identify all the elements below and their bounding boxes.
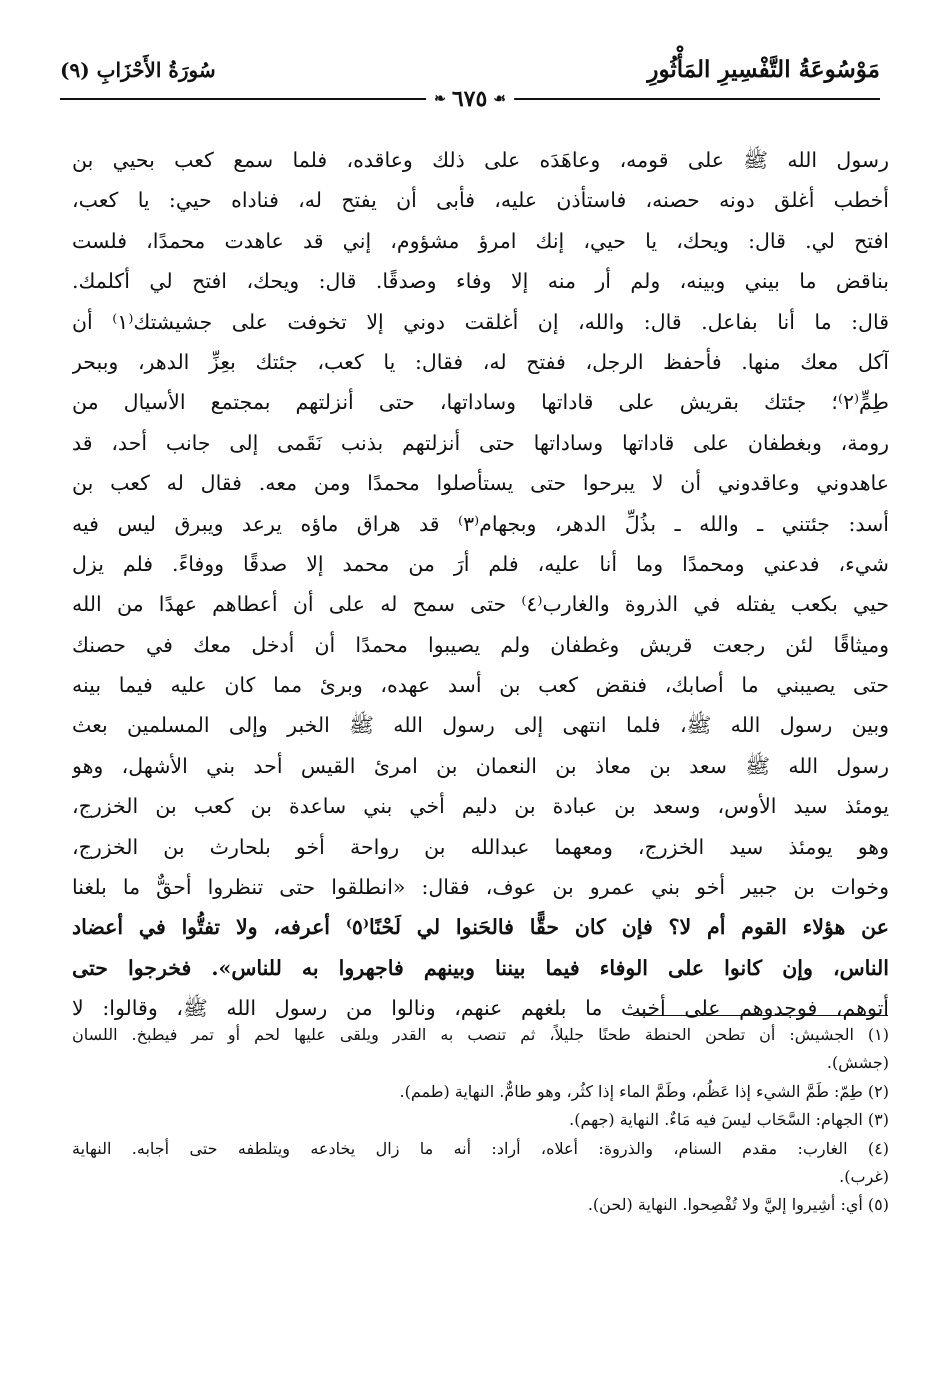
footnotes [72, 1021, 889, 1220]
footnote-line: (٤) الغارب: مقدم السنام، والذروة: أعلاه، أراد: أنه ما زال يخادعه ويتلطفه حتى أجابه. النهاية [72, 1138, 889, 1158]
text-line: الناس، وإن كانوا على الوفاء فيما بيننا وبينهم فاجهروا به للناس». فخرجوا حتى [72, 955, 889, 980]
main-text [72, 140, 889, 1029]
text-line: أتوهم، فوجدوهم على أخبث ما بلغهم عنهم، ونالوا من رسول الله ﷺ، وقالوا: لا [72, 996, 889, 1021]
text-line: طِمٍّ⁽٢⁾؛ جئتك بقريش على قاداتها وساداتها، حتى أنزلتهم بمجتمع الأسيال من [72, 390, 889, 415]
text-line: وميثاقًا لئن رجعت قريش وغطفان ولم يصيبوا محمدًا أن أدخل معك في حصنك [72, 632, 889, 657]
footnote-line: (٣) الجهام: السَّحَاب ليسَ فيه مَاءٌ. النهاية (جهم). [569, 1110, 889, 1130]
text-line: حتى يصيبني ما أصابك، فنقض كعب بن أسد عهده، وبرئ مما كان عليه فيما بينه [72, 673, 889, 698]
surah-title: سُورَةُ الأَحْزَابِ (٩) [60, 58, 216, 82]
text-line: أخطب أغلق دونه حصنه، فاستأذن عليه، فأبى أن يفتح له، فناداه حيي: يا كعب، [72, 188, 889, 213]
book-title: مَوْسُوعَةُ التَّفْسِيرِ المَأْثُورِ [647, 56, 880, 83]
text-line: يومئذ سيد الأوس، وسعد بن عبادة بن دليم أخي بني ساعدة بن كعب بن الخزرج، [72, 794, 889, 819]
footnote-line: (٢) طِمّ: طَمَّ الشيء إذا عَظُم، وطَمَّ الماء إذا كثُر، وهو طامٌّ. النهاية (طمم). [399, 1081, 889, 1101]
page-header [60, 52, 880, 110]
footnote-line: (جشش). [826, 1053, 889, 1073]
footnote-line: (غرب). [839, 1166, 889, 1186]
footnote-separator [633, 1015, 888, 1016]
footnote-line: (٥) أي: أشِيروا إليَّ ولا تُفْصِحوا. النهاية (لحن). [587, 1195, 889, 1215]
text-line: وهو يومئذ سيد الخزرج، ومعهما عبدالله بن رواحة أخو بلحارث بن الخزرج، [72, 834, 889, 859]
footnote-line: (١) الجشيش: أن تطحن الحنطة طحنًا جليلاً، ثم تنصب به القدر ويلقى عليها لحم أو تمر فيطبخ. اللسان [72, 1025, 889, 1044]
text-line: آكل معك منها. فأحفظ الرجل، ففتح له، فقال: يا كعب، جئتك بعِزِّ الدهر، وببحر [72, 349, 889, 374]
text-line: افتح لي. قال: ويحك، يا حيي، إنك امرؤ مشؤوم، إني قد عاهدت محمدًا، فلست [72, 228, 889, 253]
text-line: وخوات بن جبير أخو بني عمرو بن عوف، فقال: «انطلقوا حتى تنظروا أحقٌّ ما بلغنا [72, 875, 889, 900]
text-line: حيي بكعب يفتله في الذروة والغارب⁽٤⁾ حتى سمح له على أن أعطاهم عهدًا من الله [72, 592, 889, 617]
text-line: وبين رسول الله ﷺ، فلما انتهى إلى رسول الله ﷺ الخبر وإلى المسلمين بعث [72, 713, 889, 738]
text-line: قال: ما أنا بفاعل. قال: والله، إن أغلقت دوني إلا تخوفت على جشيشتك⁽١⁾ أن [72, 309, 889, 334]
text-line: شيء، فدعني ومحمدًا وما أنا عليه، فلم أرَ من محمد إلا صدقًا ووفاءً. فلم يزل [72, 551, 889, 576]
ornament-right-icon: ☙ [493, 91, 506, 107]
text-line: رسول الله ﷺ سعد بن معاذ بن النعمان بن امرئ القيس أحد بني الأشهل، وهو [72, 753, 889, 778]
text-line: رومة، وبغطفان على قاداتها وساداتها حتى أنزلتهم بذنب نَقَمى إلى جانب أحد، قد [72, 430, 889, 455]
text-line: عن هؤلاء القوم أم لا؟ فإن كان حقًّا فالحَنوا لي لَحْنًا⁽٥⁾ أعرفه، ولا تفتُّوا في أعضاد [72, 915, 889, 940]
text-line: عاهدوني وعاقدوني أن لا يبرحوا حتى يستأصلوا محمدًا ومن معه. فقال له كعب بن [72, 471, 889, 496]
page-number-group [426, 86, 514, 112]
text-line: بناقض ما بيني وبينه، ولم أر منه إلا وفاء وصدقًا. قال: ويحك، افتح لي أكلمك. [72, 269, 889, 294]
text-line: أسد: جئتني ـ والله ـ بذُلِّ الدهر، وبجهام⁽٣⁾ قد هراق ماؤه يرعد ويبرق ليس فيه [72, 511, 889, 536]
ornament-left-icon: ❧ [434, 91, 446, 107]
page-number: ٦٧٥ [451, 86, 488, 112]
text-line: رسول الله ﷺ على قومه، وعاهَدَه على ذلك وعاقده، فلما سمع كعب بحيي بن [72, 148, 889, 172]
